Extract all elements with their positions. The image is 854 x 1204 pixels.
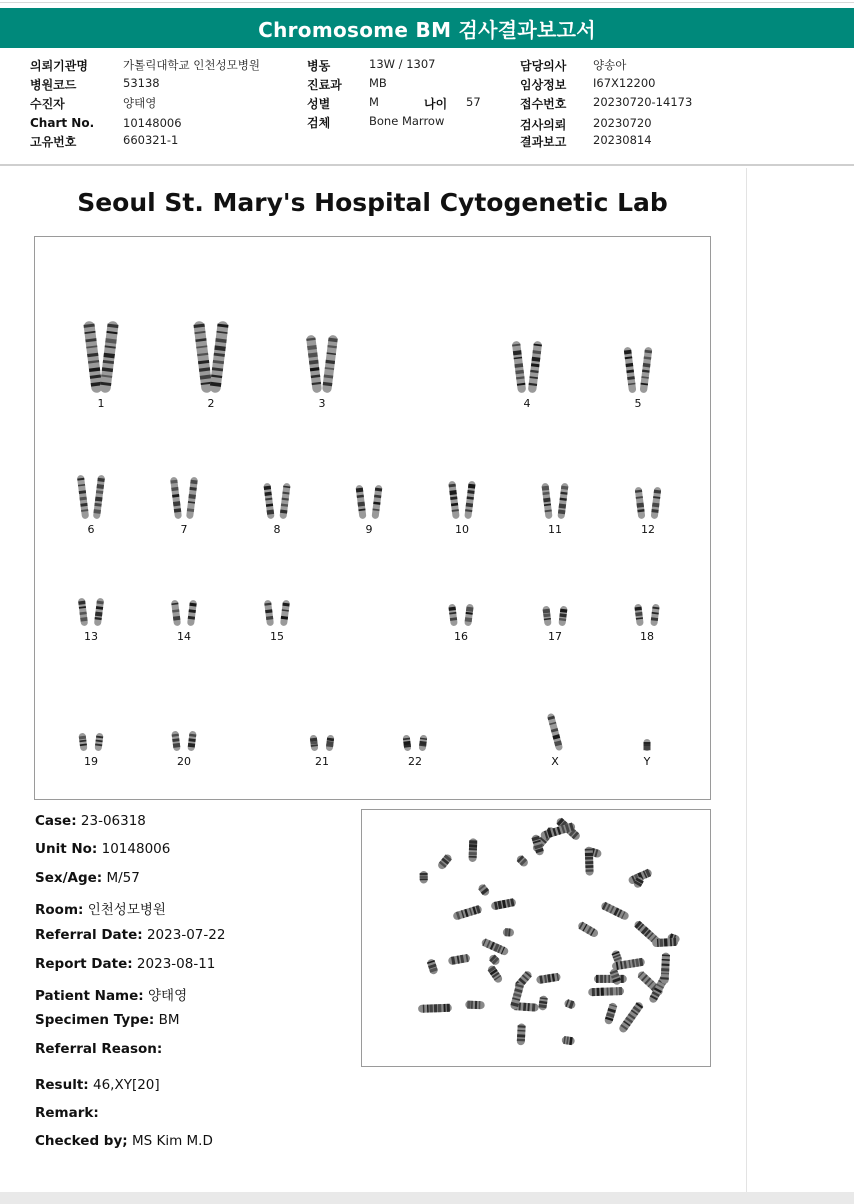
report-field-label: Referral Date: <box>35 927 143 943</box>
report-field-label: Result: <box>35 1077 89 1093</box>
chromosome-label: Y <box>643 755 651 768</box>
report-field-value: BM <box>158 1012 180 1028</box>
chromatid <box>512 341 527 394</box>
chromosome-label: 1 <box>97 397 105 410</box>
info-label-ward: 병동 <box>307 59 331 73</box>
page-edge-rule <box>746 168 747 1192</box>
report-field-value: 양태영 <box>147 988 188 1004</box>
info-value-hospital-code: 53138 <box>123 76 160 90</box>
info-value-sex: M <box>369 95 379 109</box>
chromosome-label: 6 <box>87 523 95 536</box>
info-value-age: 57 <box>466 95 481 109</box>
report-field-row <box>35 956 215 972</box>
chromosome-label: X <box>551 755 559 768</box>
metaphase-chromosome <box>420 871 428 884</box>
chromosome-pair <box>78 733 103 768</box>
report-field-row <box>35 870 140 886</box>
chromatid <box>640 347 653 394</box>
report-field-row <box>35 927 225 943</box>
report-field-label: Report Date: <box>35 956 133 972</box>
metaphase-chromosome <box>452 905 483 921</box>
info-label-sex: 성별 <box>307 97 331 111</box>
chromosome-pair <box>310 735 335 768</box>
chromatid <box>94 733 103 752</box>
metaphase-chromosome <box>426 958 438 975</box>
report-field-value: 46,XY[20] <box>92 1077 160 1093</box>
chromosome-pair <box>643 739 651 768</box>
chromosome-label: 8 <box>273 523 281 536</box>
chromosome-pair <box>542 606 567 643</box>
metaphase-chromosome <box>448 954 471 966</box>
chromosome-label: 2 <box>207 397 215 410</box>
metaphase-chromosome <box>488 953 501 966</box>
metaphase-figure <box>362 810 712 1068</box>
chromosome-pair <box>78 598 104 643</box>
karyogram-image <box>34 236 711 800</box>
chromatid <box>193 321 213 394</box>
metaphase-chromosome <box>604 1002 618 1025</box>
chromosome-label: 21 <box>315 755 329 768</box>
chromatid <box>310 735 319 752</box>
info-label-clinical-info: 임상정보 <box>520 78 567 92</box>
chromosome-pair <box>193 321 229 410</box>
metaphase-chromosome <box>618 1001 645 1034</box>
report-field-label: Referral Reason: <box>35 1041 163 1057</box>
chromosome-pair <box>264 600 290 643</box>
chromatid <box>541 483 552 520</box>
metaphase-chromosome <box>515 854 529 868</box>
chromatid <box>355 485 366 520</box>
chromosome-label: 20 <box>177 755 191 768</box>
report-field-label: Remark: <box>35 1105 99 1121</box>
bottom-strip <box>0 1192 854 1204</box>
report-field-row <box>35 813 146 829</box>
info-label-institution: 의뢰기관명 <box>30 59 88 73</box>
chromosome-pair <box>77 475 105 536</box>
chromosome-pair <box>403 735 428 768</box>
metaphase-chromosome <box>436 853 453 871</box>
chromatid <box>78 733 87 752</box>
chromatid <box>547 713 564 752</box>
chromatid <box>557 483 568 520</box>
info-value-physician: 양송아 <box>593 58 627 72</box>
chromatid <box>624 347 637 394</box>
chromosome-pair <box>547 713 564 768</box>
chromosome-label: 12 <box>641 523 655 536</box>
info-value-receipt-no: 20230720-14173 <box>593 95 693 109</box>
report-title: Chromosome BM 검사결과보고서 <box>258 17 596 42</box>
chromatid <box>263 483 274 520</box>
chromatid <box>403 735 412 752</box>
chromatid <box>279 483 290 520</box>
chromatid <box>209 321 229 394</box>
chromatid <box>171 600 181 627</box>
chromosome-pair <box>448 481 476 536</box>
metaphase-chromosome <box>503 928 515 937</box>
chromatid <box>419 735 428 752</box>
metaphase-chromosome <box>577 921 600 939</box>
info-divider <box>0 164 854 166</box>
patient-info-panel <box>0 55 854 163</box>
chromosome-pair <box>634 604 660 643</box>
metaphase-chromosome <box>468 838 477 862</box>
metaphase-chromosome <box>536 973 561 985</box>
metaphase-chromosome <box>418 1004 452 1013</box>
chromosome-label: 15 <box>270 630 284 643</box>
report-field-label: Unit No: <box>35 841 98 857</box>
report-field-label: Checked by; <box>35 1133 128 1149</box>
chromatid <box>171 731 180 752</box>
chromatid <box>542 606 551 627</box>
info-label-receipt-no: 접수번호 <box>520 97 567 111</box>
metaphase-chromosome <box>594 975 627 983</box>
chromosome-pair <box>541 483 568 536</box>
chromatid <box>322 335 338 394</box>
metaphase-image <box>361 809 711 1067</box>
info-label-chart-no: Chart No. <box>30 116 95 130</box>
info-label-hospital-code: 병원코드 <box>30 78 77 92</box>
metaphase-chromosome <box>490 898 516 911</box>
metaphase-chromosome <box>538 995 548 1011</box>
chromatid <box>77 475 89 520</box>
report-field-label: Sex/Age: <box>35 870 103 886</box>
chromosome-label: 22 <box>408 755 422 768</box>
chromosome-pair <box>263 483 290 536</box>
chromosome-label: 4 <box>523 397 531 410</box>
metaphase-chromosome <box>477 883 491 898</box>
chromosome-label: 18 <box>640 630 654 643</box>
chromosome-label: 7 <box>180 523 188 536</box>
karyogram-figure <box>35 237 712 801</box>
metaphase-chromosome <box>600 901 630 921</box>
chromatid <box>99 321 119 394</box>
chromatid <box>558 606 567 627</box>
chromosome-label: 11 <box>548 523 562 536</box>
metaphase-chromosome <box>585 847 594 876</box>
chromatid <box>170 477 182 520</box>
chromosome-label: 10 <box>455 523 469 536</box>
chromatid <box>634 604 644 627</box>
info-value-institution: 가톨릭대학교 인천성모병원 <box>123 58 260 72</box>
info-value-department: MB <box>369 76 387 90</box>
chromosome-pair <box>170 477 198 536</box>
chromosome-label: 5 <box>634 397 642 410</box>
info-label-report-date: 결과보고 <box>520 135 567 149</box>
chromosome-label: 13 <box>84 630 98 643</box>
info-label-request-date: 검사의뢰 <box>520 118 567 132</box>
metaphase-chromosome <box>486 964 503 984</box>
report-field-value: 2023-07-22 <box>146 927 226 943</box>
info-value-report-date: 20230814 <box>593 133 652 147</box>
chromatid <box>464 481 476 520</box>
chromatid <box>448 604 458 627</box>
metaphase-chromosome <box>465 1001 485 1010</box>
report-field-value: 인천성모병원 <box>87 902 166 918</box>
chromatid <box>93 475 105 520</box>
metaphase-chromosome <box>561 1036 575 1046</box>
chromosome-label: 3 <box>318 397 326 410</box>
chromatid <box>187 731 196 752</box>
chromatid <box>94 598 104 627</box>
chromatid <box>280 600 290 627</box>
report-field-value: 23-06318 <box>80 813 146 829</box>
chromatid <box>650 604 660 627</box>
chromatid <box>326 735 335 752</box>
metaphase-chromosome <box>588 987 624 996</box>
chromosome-pair <box>171 600 197 643</box>
report-field-row <box>35 841 170 857</box>
metaphase-chromosome <box>563 998 576 1009</box>
chromosome-pair <box>635 487 662 536</box>
metaphase-chromosome <box>660 952 670 984</box>
chromosome-pair <box>512 341 543 410</box>
info-value-clinical-info: I67X12200 <box>593 76 656 90</box>
report-field-row <box>35 1012 180 1028</box>
report-field-row <box>35 984 187 1004</box>
chromosome-pair <box>355 485 382 536</box>
report-field-row <box>35 1133 213 1149</box>
top-border <box>0 0 854 3</box>
info-value-ward: 13W / 1307 <box>369 57 436 71</box>
report-field-label: Room: <box>35 902 84 918</box>
chromosome-label: 9 <box>365 523 373 536</box>
report-field-value: M/57 <box>106 870 140 886</box>
chromosome-pair <box>624 347 653 410</box>
chromatid <box>528 341 543 394</box>
chromosome-pair <box>448 604 474 643</box>
report-field-value: 2023-08-11 <box>136 956 216 972</box>
metaphase-chromosome <box>517 1023 526 1045</box>
chromatid <box>78 598 88 627</box>
info-label-unique-no: 고유번호 <box>30 135 77 149</box>
chromatid <box>448 481 460 520</box>
chromatid <box>186 477 198 520</box>
report-field-value: 10148006 <box>101 841 171 857</box>
report-title-bar <box>0 8 854 48</box>
report-field-row <box>35 1105 99 1121</box>
chromosome-label: 19 <box>84 755 98 768</box>
chromatid <box>644 739 651 751</box>
info-value-patient: 양태영 <box>123 96 157 110</box>
chromatid <box>464 604 474 627</box>
chromosome-pair <box>83 321 119 410</box>
info-label-patient: 수진자 <box>30 97 65 111</box>
lab-title: Seoul St. Mary's Hospital Cytogenetic Lab <box>77 188 668 217</box>
metaphase-chromosome <box>652 938 678 947</box>
chromosome-label: 17 <box>548 630 562 643</box>
info-label-physician: 담당의사 <box>520 59 567 73</box>
chromatid <box>306 335 322 394</box>
report-field-label: Specimen Type: <box>35 1012 155 1028</box>
info-value-request-date: 20230720 <box>593 116 652 130</box>
chromosome-pair <box>306 335 338 410</box>
info-value-specimen: Bone Marrow <box>369 114 445 128</box>
chromosome-label: 16 <box>454 630 468 643</box>
info-label-specimen: 검체 <box>307 116 331 130</box>
report-field-value: MS Kim M.D <box>131 1133 213 1149</box>
chromatid <box>187 600 197 627</box>
chromosome-label: 14 <box>177 630 191 643</box>
report-field-row <box>35 1077 160 1093</box>
report-field-row <box>35 1041 162 1057</box>
metaphase-chromosome <box>480 938 509 957</box>
chromatid <box>264 600 274 627</box>
report-field-label: Case: <box>35 813 77 829</box>
info-label-age: 나이 <box>424 97 448 111</box>
info-value-unique-no: 660321-1 <box>123 133 179 147</box>
info-label-department: 진료과 <box>307 78 342 92</box>
report-field-row <box>35 898 166 918</box>
chromatid <box>651 487 662 520</box>
chromatid <box>635 487 646 520</box>
chromatid <box>83 321 103 394</box>
chromatid <box>371 485 382 520</box>
report-field-label: Patient Name: <box>35 988 144 1004</box>
info-value-chart-no: 10148006 <box>123 116 182 130</box>
chromosome-pair <box>171 731 196 768</box>
